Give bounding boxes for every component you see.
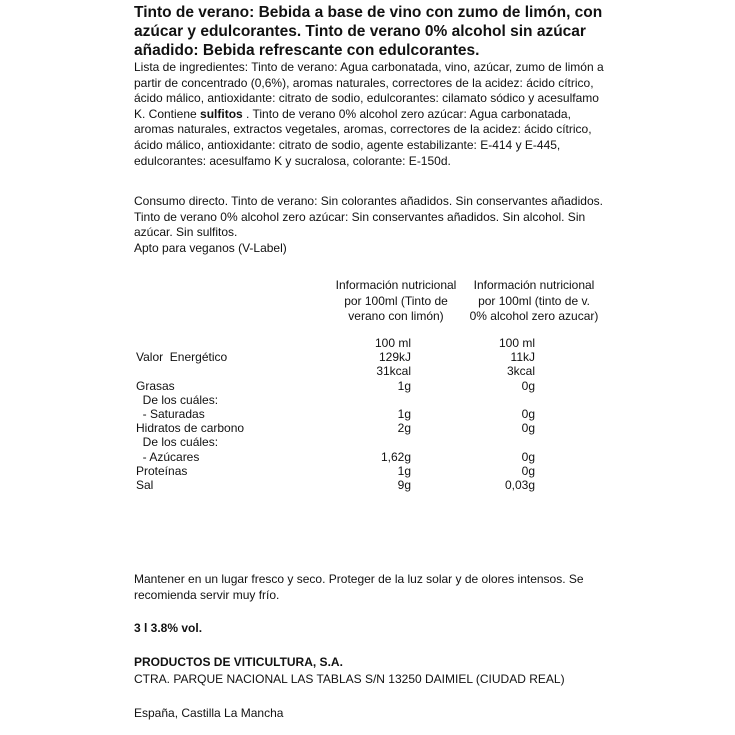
nutrition-row	[0, 435, 735, 449]
nutrient-value-2: 0g	[521, 407, 535, 421]
vegan-note: Apto para veganos (V-Label)	[134, 241, 287, 255]
company-address: CTRA. PARQUE NACIONAL LAS TABLAS S/N 13250 DAIMIEL (CIUDAD REAL)	[134, 672, 565, 686]
nutrient-value-1: 1,62g	[380, 450, 411, 464]
ingredients-text-continued: . Tinto de verano 0% alcohol zero azúcar: Agua carbonatada, aromas naturales, extractos vegetales, aromas, correctores de la acidez: ácido cítrico, ácido málico, antioxidante: citrato de sodio, agente estabilizante: E-414 y E-445, edulcorantes: acesulfamo K y sucralosa, colorante: E-150d.	[134, 106, 592, 168]
nutrient-label: Hidratos de carbono	[136, 421, 245, 435]
nutrition-row	[0, 350, 735, 364]
product-title: Tinto de verano: Bebida a base de vino con zumo de limón, con azúcar y edulcorantes. Tinto de verano 0% alcohol sin azúcar añadido: Bebida refrescante con edulcorantes.	[134, 4, 603, 59]
nutrient-label: - Azúcares	[136, 450, 200, 464]
nutrient-value-2: 0,03g	[504, 478, 535, 492]
nutrient-value-1: 31kcal	[376, 364, 411, 378]
nutrient-label: Grasas	[136, 379, 175, 393]
nutrition-row	[0, 450, 735, 464]
nutrition-row	[0, 478, 735, 492]
nutrient-value-1: 100 ml	[374, 336, 411, 350]
nutrition-row	[0, 379, 735, 393]
nutrition-row	[0, 336, 735, 350]
nutrient-value-2: 11kJ	[510, 350, 535, 364]
storage-instructions: Mantener en un lugar fresco y seco. Proteger de la luz solar y de olores intensos. Se recomienda servir muy frío.	[134, 572, 584, 602]
nutrition-column-header-2: Información nutricional por 100ml (tinto de v. 0% alcohol zero azucar)	[469, 278, 599, 323]
ingredients-text: Lista de ingredientes: Tinto de verano: Agua carbonatada, vino, azúcar, zumo de limón a partir de concentrado (0,6%), aromas naturales, correctores de la acidez: ácido cítrico, ácido málico, antioxidante: citrato de sodio, edulcorantes: cilamato sódico y acesulfamo K. Contiene	[134, 60, 604, 121]
volume-and-alcohol: 3 l 3.8% vol.	[134, 621, 203, 635]
company-name: PRODUCTOS DE VITICULTURA, S.A.	[134, 655, 343, 669]
nutrient-value-1: 1g	[397, 407, 411, 421]
nutrient-label: Proteínas	[136, 464, 188, 478]
nutrition-row	[0, 407, 735, 421]
nutrition-row	[0, 393, 735, 407]
ingredients-list	[134, 60, 604, 169]
nutrient-label: - Saturadas	[136, 407, 205, 421]
nutrition-column-header-1: Información nutricional por 100ml (Tinto de verano con limón)	[335, 278, 457, 323]
nutrient-value-1: 1g	[397, 379, 411, 393]
consumption-notes: Consumo directo. Tinto de verano: Sin colorantes añadidos. Sin conservantes añadidos. Tinto de verano 0% alcohol zero azúcar: Sin conservantes añadidos. Sin alcohol. Sin azúcar. Sin sulfitos.	[134, 194, 603, 240]
nutrition-row	[0, 421, 735, 435]
nutrient-value-1: 129kJ	[378, 350, 411, 364]
nutrition-row	[0, 464, 735, 478]
nutrient-label: De los cuáles:	[136, 435, 219, 449]
nutrient-value-2: 0g	[521, 379, 535, 393]
nutrient-label: Valor Energético	[136, 350, 228, 364]
allergen-sulfitos: sulfitos	[200, 106, 243, 121]
nutrient-value-2: 0g	[521, 450, 535, 464]
nutrient-label: Sal	[136, 478, 154, 492]
nutrient-value-2: 0g	[521, 421, 535, 435]
nutrition-row	[0, 364, 735, 378]
nutrient-value-1: 9g	[397, 478, 411, 492]
nutrient-value-2: 100 ml	[498, 336, 535, 350]
nutrient-value-2: 0g	[521, 464, 535, 478]
nutrient-value-1: 1g	[397, 464, 411, 478]
origin-region: España, Castilla La Mancha	[134, 706, 284, 720]
nutrient-label: De los cuáles:	[136, 393, 219, 407]
nutrient-value-1: 2g	[397, 421, 411, 435]
nutrient-value-2: 3kcal	[506, 364, 535, 378]
